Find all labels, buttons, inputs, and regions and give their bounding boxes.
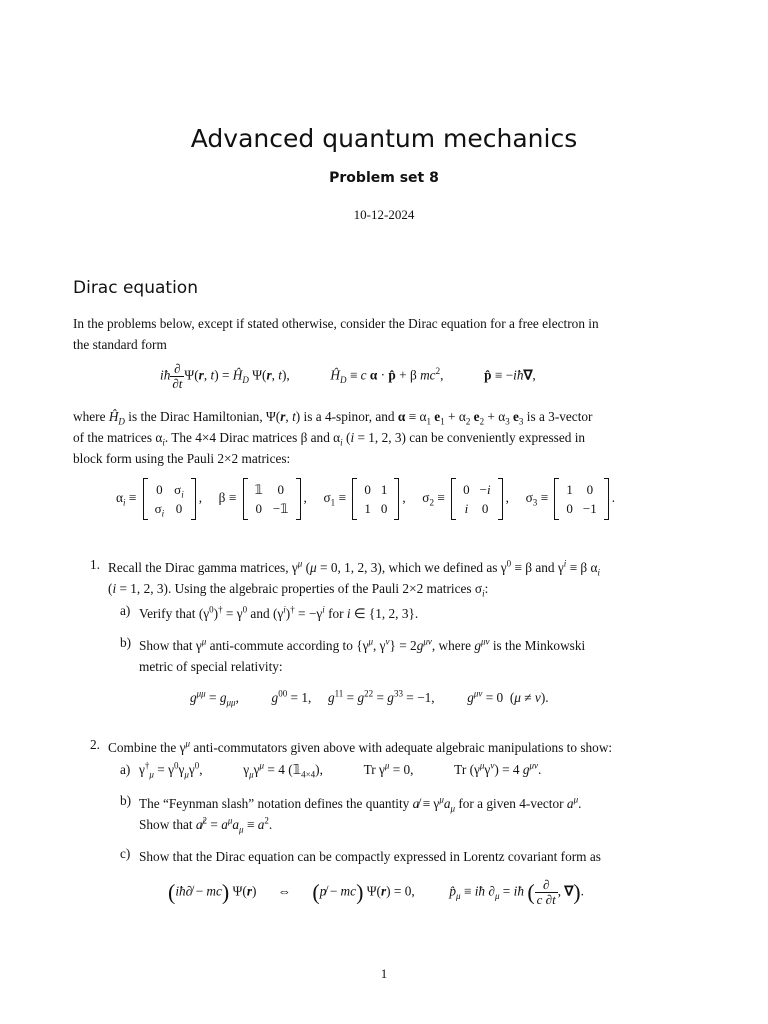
problem-2-number: 2. xyxy=(90,737,100,752)
matrix-definitions: $\alpha_i$ ≡ 0 $\sigma_i$ $\sigma_i$ 0 , β ≡ 𝟙 0 0 −𝟙 , $\sigma_1$ ≡ 0 1 1 0 , $\sigma_2$ ≡ 0 −i i 0 , $\sigma_3$ ≡ 1 0 0 −1 . xyxy=(116,478,615,520)
minkowski-metric: $g^{\mu\mu} = g_{\mu\mu}$, $g^{00} = 1$, $g^{11} = g^{22} = g^{33} = -1$, $g^{\mu\nu} = 0$ (μ ≠ ν). xyxy=(190,688,549,708)
problem-2c-text: Show that the Dirac equation can be compactly expressed in Lorentz covariant form as xyxy=(139,849,601,864)
problem-1a-label: a) xyxy=(120,603,131,618)
intro-paragraph xyxy=(73,313,713,355)
section-heading: Dirac equation xyxy=(73,278,198,298)
problem-1-text: Recall the Dirac gamma matrices, $\gamma^\mu$ (μ = 0, 1, 2, 3), which we defined as $\gamma^0 \equiv \beta$ and $\gamma^i \equiv \beta$ $\alpha_i$ (i = 1, 2, 3). Using the algebraic properties of the Pauli 2×2 matrices $\sigma_i$: xyxy=(108,558,600,599)
problem-1b-text: Show that $\gamma^\mu$ anti-commute according to {$\gamma^\mu$, $\gamma^\nu\} = 2g^{\mu\nu}$, where $g^{\mu\nu}$ is the Minkowski metric of special relativity: xyxy=(139,636,586,674)
explanation-line-2: of the matrices $\alpha_i$. The 4×4 Dirac matrices β and $\alpha_i$ (i = 1, 2, 3) can be conveniently expressed in xyxy=(73,430,586,448)
intro-line-2: the standard form xyxy=(73,337,167,352)
page-subtitle: Problem set 8 xyxy=(329,170,439,186)
page-title: Advanced quantum mechanics xyxy=(190,124,578,153)
problem-2b-label: b) xyxy=(120,793,132,808)
sigma2-matrix: 0 −i i 0 xyxy=(451,478,502,520)
problem-1b-label: b) xyxy=(120,635,132,650)
problem-2c-label: c) xyxy=(120,846,131,861)
sigma3-matrix: 1 0 0 −1 xyxy=(554,478,608,520)
beta-matrix: 𝟙 0 0 −𝟙 xyxy=(243,478,301,520)
problem-2a-equations: $\gamma^\dagger_\mu = \gamma^0\gamma_\mu\gamma^0$, $\gamma_\mu\gamma^\mu = 4$ $(𝟙_{4\times 4})$, Tr $\gamma^\mu = 0$, Tr $(\gamma^\mu\gamma^\nu) = 4$ $g^{\mu\nu}$. xyxy=(139,760,542,780)
problem-2a-label: a) xyxy=(120,762,131,777)
problem-2b-text: The “Feynman slash” notation defines the quantity a̸ ≡ $\gamma^\mu a_\mu$ for a given 4-vector $a^\mu$. Show that a̸$^2$ = $a^\mu a_\mu \equiv a^2$. xyxy=(139,794,582,835)
intro-line-1: In the problems below, except if stated otherwise, consider the Dirac equation for a free electron in xyxy=(73,316,599,331)
explanation-line-1: where $Ĥ_D$ is the Dirac Hamiltonian, Ψ(r, t) is a 4-spinor, and $\alpha \equiv \alpha_1$ $e_1 + \alpha_2$ $e_2 + \alpha_3$ $e_3$ is a 3-vector xyxy=(73,409,593,427)
problem-2-text: Combine the $\gamma^\mu$ anti-commutators given above with adequate algebraic manipulations to show: xyxy=(108,738,613,755)
explanation-line-3: block form using the Pauli 2×2 matrices: xyxy=(73,451,291,466)
alpha-matrix: 0 $\sigma_i$ $\sigma_i$ 0 xyxy=(143,478,196,520)
explanation-paragraph xyxy=(73,406,713,469)
problem-1a-text: Verify that $(\gamma^0)^\dagger = \gamma^0$ and $(\gamma^i)^\dagger = -\gamma^i$ for i ∈ {1, 2, 3}. xyxy=(139,604,419,621)
dirac-equation: iħ $\frac{\partial}{\partial t}$ Ψ(r, $t) = Ĥ_D$ Ψ(r, t), $Ĥ_D \equiv c$ α · p̂ + β $mc^2$, p̂ ≡ −iħ∇, xyxy=(160,361,536,391)
sigma1-matrix: 0 1 1 0 xyxy=(352,478,399,520)
document-date: 10-12-2024 xyxy=(353,207,415,222)
problem-1-number: 1. xyxy=(90,557,100,572)
page-number: 1 xyxy=(380,966,388,981)
covariant-dirac-equation: (iħ∂̸ − mc) Ψ(r) ⇔ (p̸ − mc) Ψ(r) = 0, $p̂_\mu$ ≡ iħ $\partial_\mu$ = iħ ( $\frac{\partial}{c \partial t}$ , ∇). xyxy=(168,877,584,907)
